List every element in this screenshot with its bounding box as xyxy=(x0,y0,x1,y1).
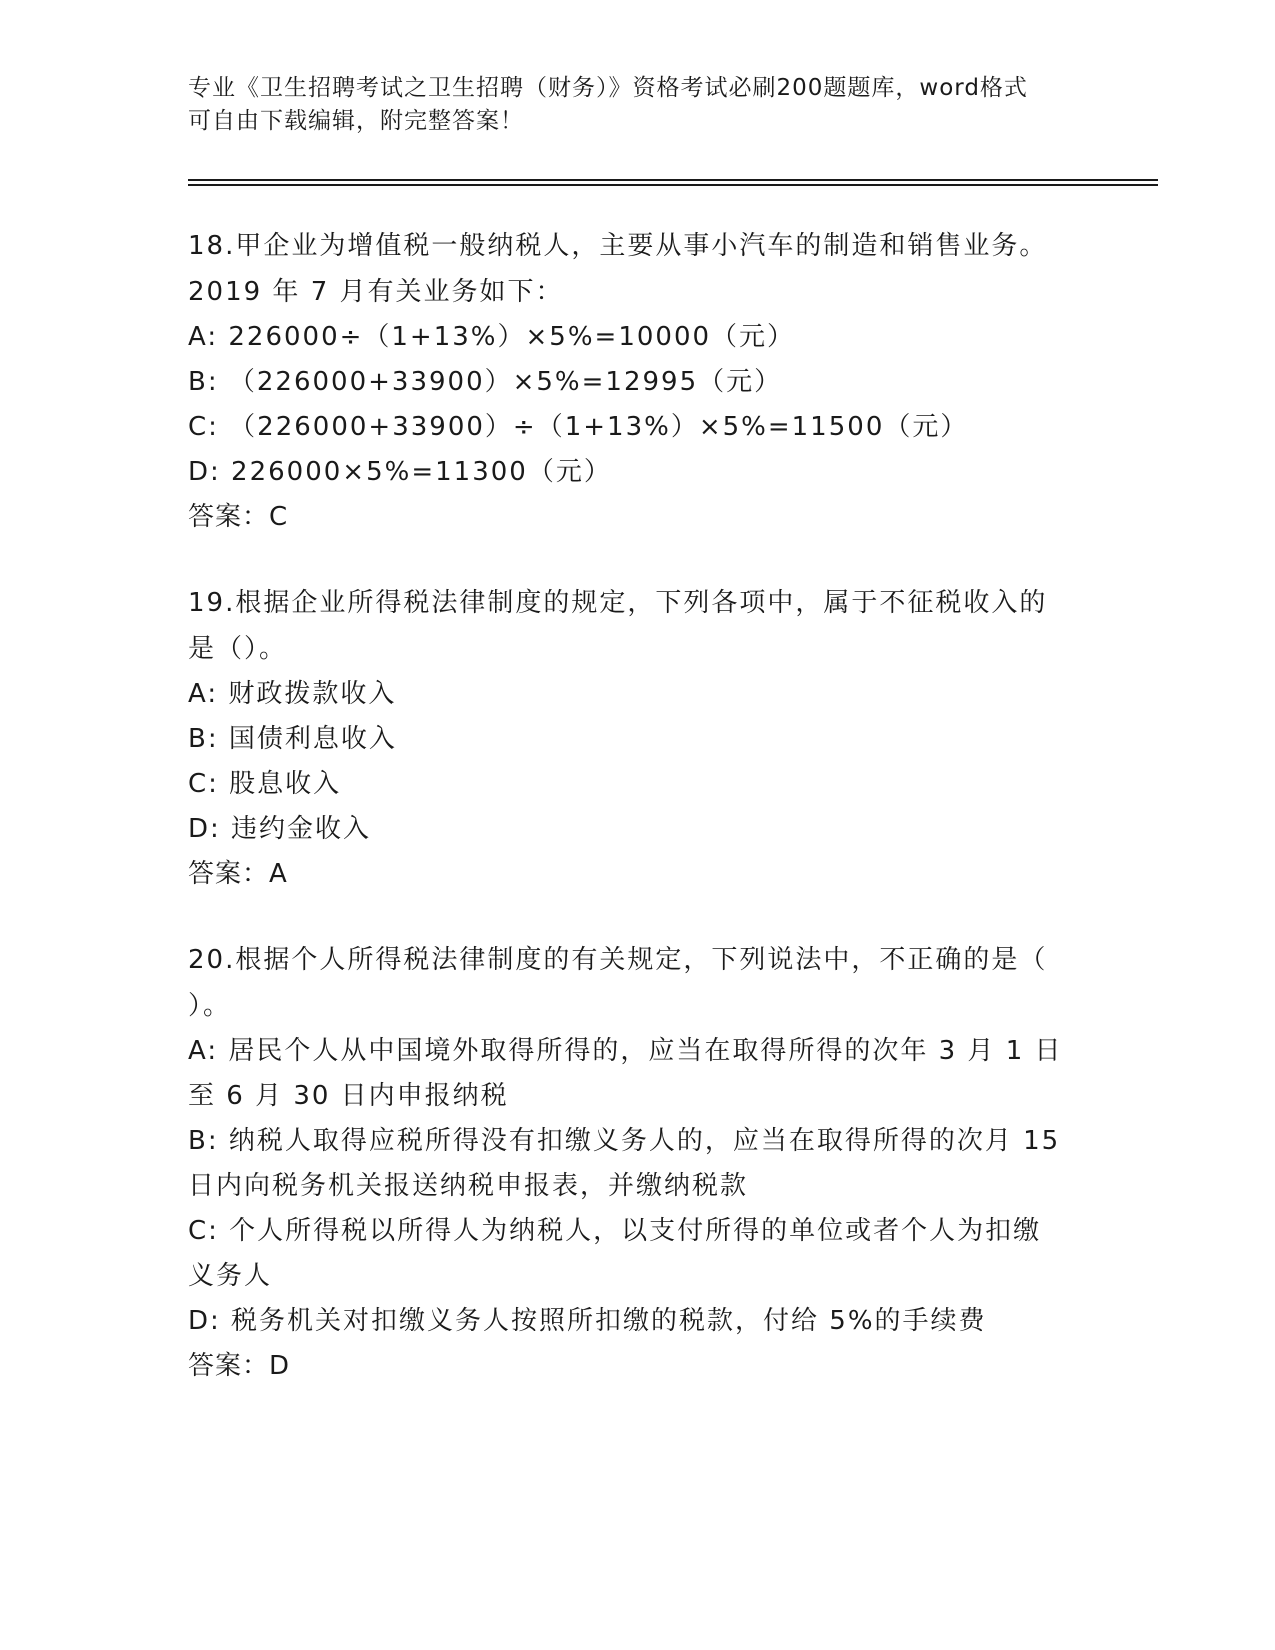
question-stem-line: 20.根据个人所得税法律制度的有关规定，下列说法中，不正确的是（ xyxy=(188,945,1048,975)
option-a: A: 居民个人从中国境外取得所得的，应当在取得所得的次年 3 月 1 日 xyxy=(188,1036,1063,1066)
question-18 xyxy=(188,223,1088,540)
header-line-1: 专业《卫生招聘考试之卫生招聘（财务）》资格考试必刷200题题库，word格式 xyxy=(188,75,1028,101)
option-d: D: 税务机关对扣缴义务人按照所扣缴的税款，付给 5%的手续费 xyxy=(188,1306,987,1336)
question-stem-line: 19.根据企业所得税法律制度的规定，下列各项中，属于不征税收入的 xyxy=(188,588,1048,618)
header-divider-bottom xyxy=(188,184,1158,186)
answer-label: 答案：A xyxy=(188,859,288,889)
answer-label: 答案：C xyxy=(188,502,289,532)
option-a-continued: 至 6 月 30 日内申报纳税 xyxy=(188,1081,509,1111)
option-c: C: （226000+33900）÷（1+13%）×5%=11500（元） xyxy=(188,412,969,442)
option-d: D: 226000×5%=11300（元） xyxy=(188,457,612,487)
header-line-2: 可自由下载编辑，附完整答案！ xyxy=(188,108,524,134)
answer-label: 答案：D xyxy=(188,1351,291,1381)
option-a: A: 财政拨款收入 xyxy=(188,679,397,709)
question-stem-line: ）。 xyxy=(188,991,232,1021)
question-stem-line: 是（）。 xyxy=(188,634,288,664)
option-c-continued: 义务人 xyxy=(188,1261,273,1291)
document-header xyxy=(188,72,1088,138)
option-c: C: 股息收入 xyxy=(188,769,342,799)
option-b: B: （226000+33900）×5%=12995（元） xyxy=(188,367,783,397)
header-divider-top xyxy=(188,179,1158,181)
question-20 xyxy=(188,937,1088,1389)
question-19 xyxy=(188,580,1088,897)
question-stem-line: 2019 年 7 月有关业务如下： xyxy=(188,277,564,307)
option-a: A: 226000÷（1+13%）×5%=10000（元） xyxy=(188,322,796,352)
option-d: D: 违约金收入 xyxy=(188,814,372,844)
question-stem-line: 18.甲企业为增值税一般纳税人，主要从事小汽车的制造和销售业务。 xyxy=(188,231,1048,261)
option-b: B: 国债利息收入 xyxy=(188,724,397,754)
option-c: C: 个人所得税以所得人为纳税人，以支付所得的单位或者个人为扣缴 xyxy=(188,1216,1042,1246)
option-b: B: 纳税人取得应税所得没有扣缴义务人的，应当在取得所得的次月 15 xyxy=(188,1126,1061,1156)
option-b-continued: 日内向税务机关报送纳税申报表，并缴纳税款 xyxy=(188,1171,749,1201)
